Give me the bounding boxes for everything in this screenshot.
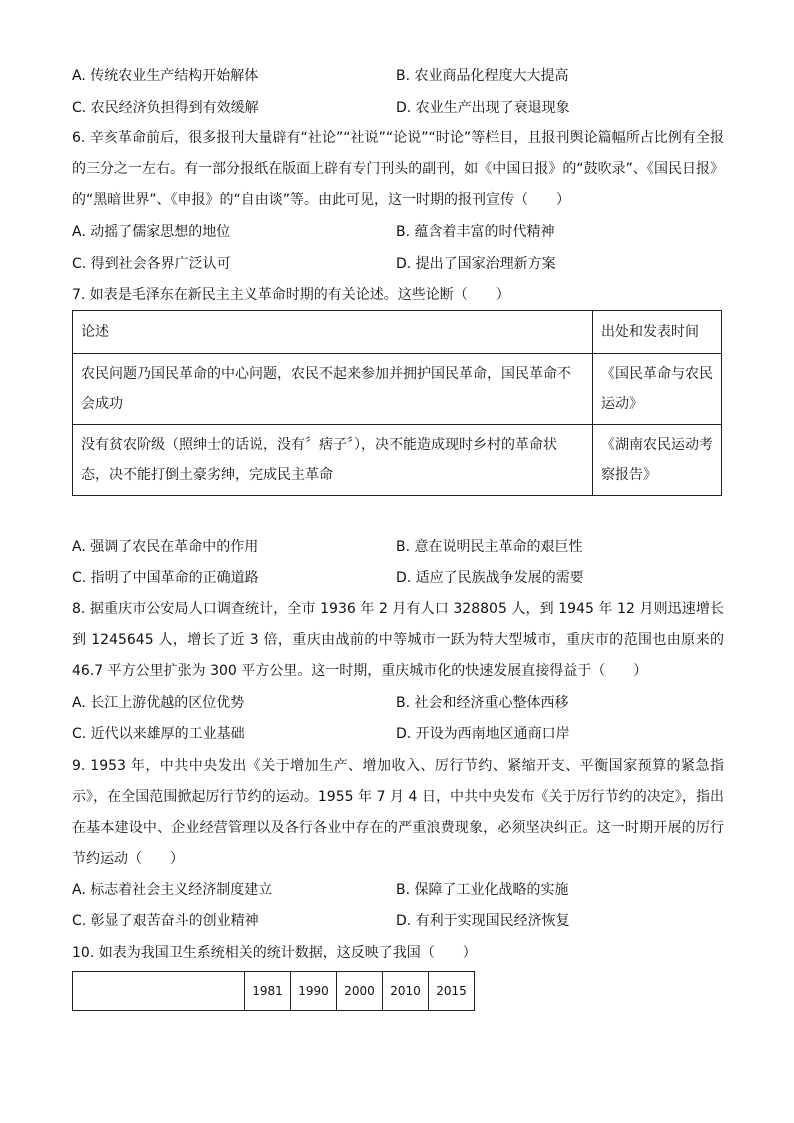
q9-option-a[interactable]: A. 标志着社会主义经济制度建立 <box>72 882 273 898</box>
q8-stem: 8. 据重庆市公安局人口调查统计，全市 1936 年 2 月有人口 328805 人，到 1945 年 12 月则迅速增长到 1245645 人，增长了近 3 倍，重庆由战前的中等城市一跃为特大型城市，重庆市的范围也由原来的 46.7 平方公里扩张为 300 平方公里。这一时期，重庆城市化的快速发展直接得益于（ ） <box>72 601 724 679</box>
q6-option-c[interactable]: C. 得到社会各界广泛认可 <box>72 256 231 272</box>
q8-option-b[interactable]: B. 社会和经济重心整体西移 <box>396 695 569 711</box>
table-header-cell: 出处和发表时间 <box>593 311 722 354</box>
table-row <box>73 425 722 496</box>
table-header-cell: 1990 <box>291 972 337 1011</box>
q7-options-row-2 <box>72 564 732 592</box>
q5-option-d[interactable]: D. 农业生产出现了衰退现象 <box>396 100 570 116</box>
q9-options-row-2 <box>72 907 732 935</box>
table-cell: 《国民革命与农民运动》 <box>593 354 722 425</box>
table-header-cell: 1981 <box>245 972 291 1011</box>
q9-stem: 9. 1953 年，中共中央发出《关于增加生产、增加收入、厉行节约、紧缩开支、平衡国家预算的紧急指示》，在全国范围掀起厉行节约的运动。1955 年 7 月 4 日，中共中央发布《关于厉行节约的决定》，指出在基本建设中、企业经营管理以及各行各业中存在的严重浪费现象，必须坚决纠正。这一时期开展的厉行节约运动（ ） <box>72 758 724 867</box>
q8-options-row-2 <box>72 720 732 748</box>
q5-option-a[interactable]: A. 传统农业生产结构开始解体 <box>72 68 259 84</box>
q6-option-d[interactable]: D. 提出了国家治理新方案 <box>396 256 556 272</box>
table-header-row <box>73 311 722 354</box>
table-cell: 农民问题乃国民革命的中心问题，农民不起来参加并拥护国民革命，国民革命不会成功 <box>73 354 593 425</box>
q6-options-row-2 <box>72 250 732 278</box>
q8-option-c[interactable]: C. 近代以来雄厚的工业基础 <box>72 726 245 742</box>
q6-option-a[interactable]: A. 动摇了儒家思想的地位 <box>72 224 231 240</box>
q7-option-d[interactable]: D. 适应了民族战争发展的需要 <box>396 570 584 586</box>
table-header-cell: 2010 <box>383 972 429 1011</box>
q9-option-c[interactable]: C. 彰显了艰苦奋斗的创业精神 <box>72 913 259 929</box>
q6-option-b[interactable]: B. 蕴含着丰富的时代精神 <box>396 224 555 240</box>
q7-option-a[interactable]: A. 强调了农民在革命中的作用 <box>72 539 259 555</box>
q8-option-a[interactable]: A. 长江上游优越的区位优势 <box>72 695 245 711</box>
table-header-cell-empty <box>73 972 245 1011</box>
q9-option-d[interactable]: D. 有利于实现国民经济恢复 <box>396 913 570 929</box>
table-header-cell: 2015 <box>429 972 475 1011</box>
table-cell: 没有贫农阶级（照绅士的话说，没有〞痞子〞），决不能造成现时乡村的革命状态，决不能打倒土豪劣绅，完成民主革命 <box>73 425 593 496</box>
q7-options-row-1 <box>72 533 732 561</box>
q5-option-c[interactable]: C. 农民经济负担得到有效缓解 <box>72 100 259 116</box>
q7-option-c[interactable]: C. 指明了中国革命的正确道路 <box>72 570 259 586</box>
q7-stem: 7. 如表是毛泽东在新民主主义革命时期的有关论述。这些论断（ ） <box>72 287 510 303</box>
q7-option-b[interactable]: B. 意在说明民主革命的艰巨性 <box>396 539 583 555</box>
q8-options-row-1 <box>72 689 732 717</box>
q5-option-b[interactable]: B. 农业商品化程度大大提高 <box>396 68 569 84</box>
q6-options-row-1 <box>72 218 732 246</box>
table-cell: 《湖南农民运动考察报告》 <box>593 425 722 496</box>
q10-stem: 10. 如表为我国卫生系统相关的统计数据，这反映了我国（ ） <box>72 945 477 961</box>
q9-option-b[interactable]: B. 保障了工业化战略的实施 <box>396 882 569 898</box>
q7-table <box>72 310 722 496</box>
table-header-row <box>73 972 475 1011</box>
table-row <box>73 354 722 425</box>
q10-table <box>72 971 475 1011</box>
table-header-cell: 2000 <box>337 972 383 1011</box>
table-header-cell: 论述 <box>73 311 593 354</box>
q5-options-row-2 <box>72 94 732 122</box>
q9-options-row-1 <box>72 876 732 904</box>
q8-option-d[interactable]: D. 开设为西南地区通商口岸 <box>396 726 570 742</box>
q5-options-row-1 <box>72 62 732 90</box>
q6-stem: 6. 辛亥革命前后，很多报刊大量辟有“社论”“社说”“论说”“时论”等栏目，且报刊舆论篇幅所占比例有全报的三分之一左右。有一部分报纸在版面上辟有专门刊头的副刊，如《中国日报》的“鼓吹录”、《国民日报》的“黑暗世界”、《申报》的“自由谈”等。由此可见，这一时期的报刊宣传（ ） <box>72 130 724 208</box>
